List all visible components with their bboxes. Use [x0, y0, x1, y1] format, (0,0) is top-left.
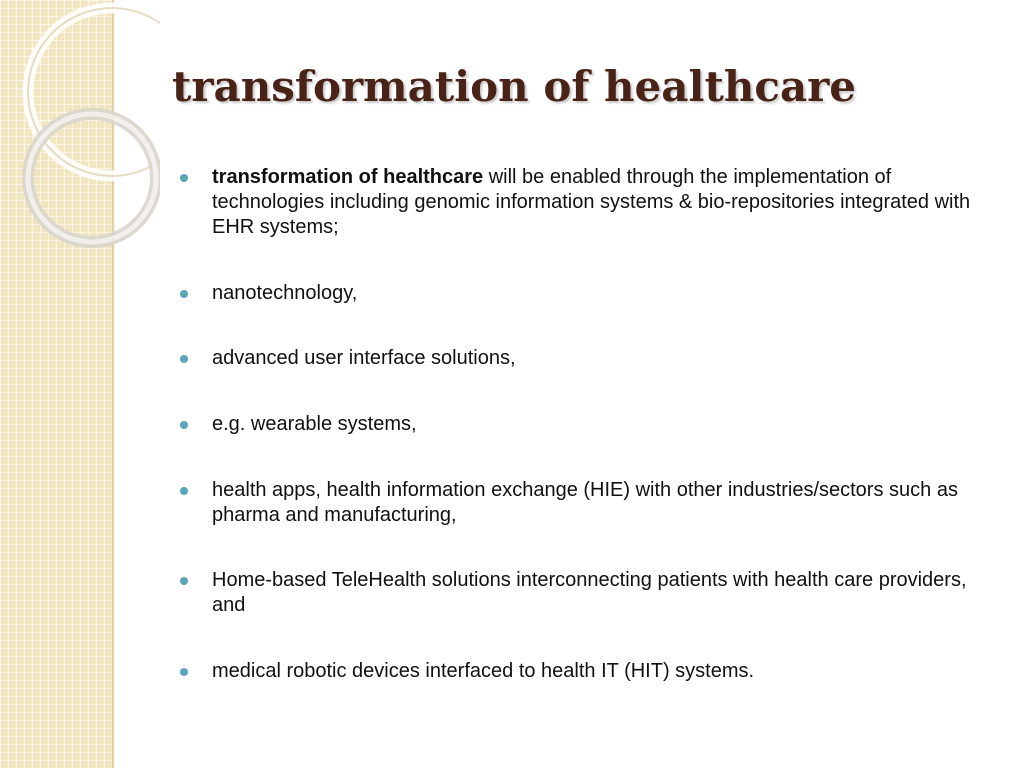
- bullet-text: nanotechnology,: [212, 282, 358, 304]
- bullet-item: [180, 659, 1000, 684]
- bullet-dot-icon: [180, 174, 188, 182]
- bullet-item: [180, 478, 1000, 528]
- bullet-text: will be enabled through the implementation of technologies including genomic information systems & bio-repositories integrated with EHR systems;: [212, 166, 971, 238]
- bullet-item: [180, 568, 1000, 618]
- slide-title: transformation of healthcare: [172, 62, 857, 111]
- bullet-text: advanced user interface solutions,: [212, 347, 516, 369]
- bullet-item: [180, 346, 1000, 371]
- bullet-dot-icon: [180, 355, 188, 363]
- bullet-text: medical robotic devices interfaced to health IT (HIT) systems.: [212, 660, 755, 682]
- bullet-list: [180, 165, 1000, 684]
- ring-decoration-icon: [0, 0, 160, 260]
- bullet-dot-icon: [180, 577, 188, 585]
- bullet-text: health apps, health information exchange (HIE) with other industries/sectors such as pharma and manufacturing,: [212, 479, 958, 526]
- bullet-text: Home-based TeleHealth solutions interconnecting patients with health care providers, and: [212, 569, 967, 616]
- bullet-dot-icon: [180, 487, 188, 495]
- bullet-dot-icon: [180, 668, 188, 676]
- bullet-item: [180, 165, 1000, 240]
- bullet-item: [180, 281, 1000, 306]
- bullet-lead-text: transformation of healthcare: [212, 166, 484, 188]
- bullet-dot-icon: [180, 421, 188, 429]
- bullet-item: [180, 412, 1000, 437]
- bullet-dot-icon: [180, 290, 188, 298]
- bullet-text: e.g. wearable systems,: [212, 413, 417, 435]
